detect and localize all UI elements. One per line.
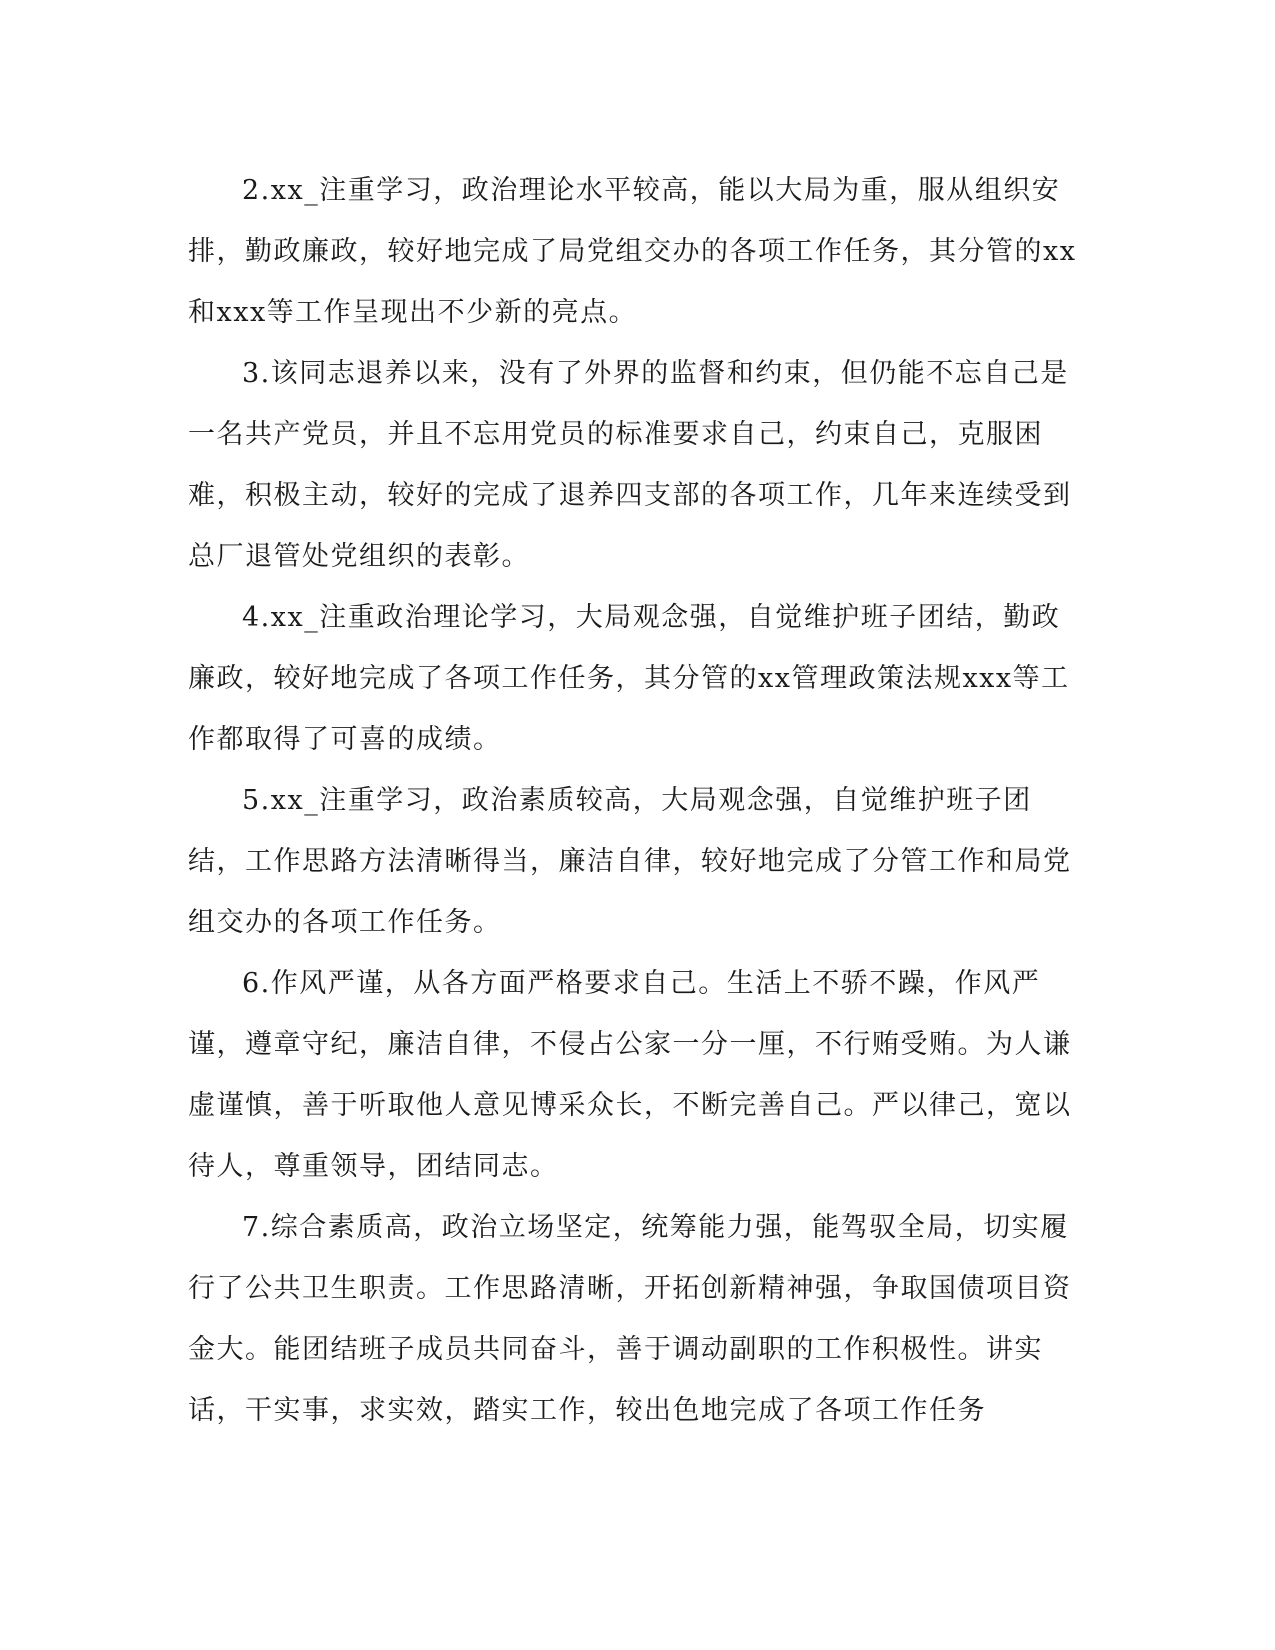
paragraph-6: 6.作风严谨，从各方面严格要求自己。生活上不骄不躁，作风严谨，遵章守纪，廉洁自律，不侵占公家一分一厘，不行贿受贿。为人谦虚谨慎，善于听取他人意见博采众长，不断完善自己。严以律己，宽以待人，尊重领导，团结同志。	[188, 968, 1072, 1182]
paragraph-2: 2.xx_注重学习，政治理论水平较高，能以大局为重，服从组织安排，勤政廉政，较好地完成了局党组交办的各项工作任务，其分管的xx和xxx等工作呈现出不少新的亮点。	[188, 175, 1077, 328]
paragraph-3: 3.该同志退养以来，没有了外界的监督和约束，但仍能不忘自己是一名共产党员，并且不忘用党员的标准要求自己，约束自己，克服困难，积极主动，较好的完成了退养四支部的各项工作，几年来连续受到总厂退管处党组织的表彰。	[188, 358, 1072, 572]
paragraph-7: 7.综合素质高，政治立场坚定，统筹能力强，能驾驭全局，切实履行了公共卫生职责。工作思路清晰，开拓创新精神强，争取国债项目资金大。能团结班子成员共同奋斗，善于调动副职的工作积极性。讲实话，干实事，求实效，踏实工作，较出色地完成了各项工作任务	[188, 1212, 1072, 1426]
document-body	[188, 160, 1080, 1441]
paragraph-5: 5.xx_注重学习，政治素质较高，大局观念强，自觉维护班子团结，工作思路方法清晰得当，廉洁自律，较好地完成了分管工作和局党组交办的各项工作任务。	[188, 785, 1072, 938]
paragraph-4: 4.xx_注重政治理论学习，大局观念强，自觉维护班子团结，勤政廉政，较好地完成了各项工作任务，其分管的xx管理政策法规xxx等工作都取得了可喜的成绩。	[188, 602, 1070, 755]
